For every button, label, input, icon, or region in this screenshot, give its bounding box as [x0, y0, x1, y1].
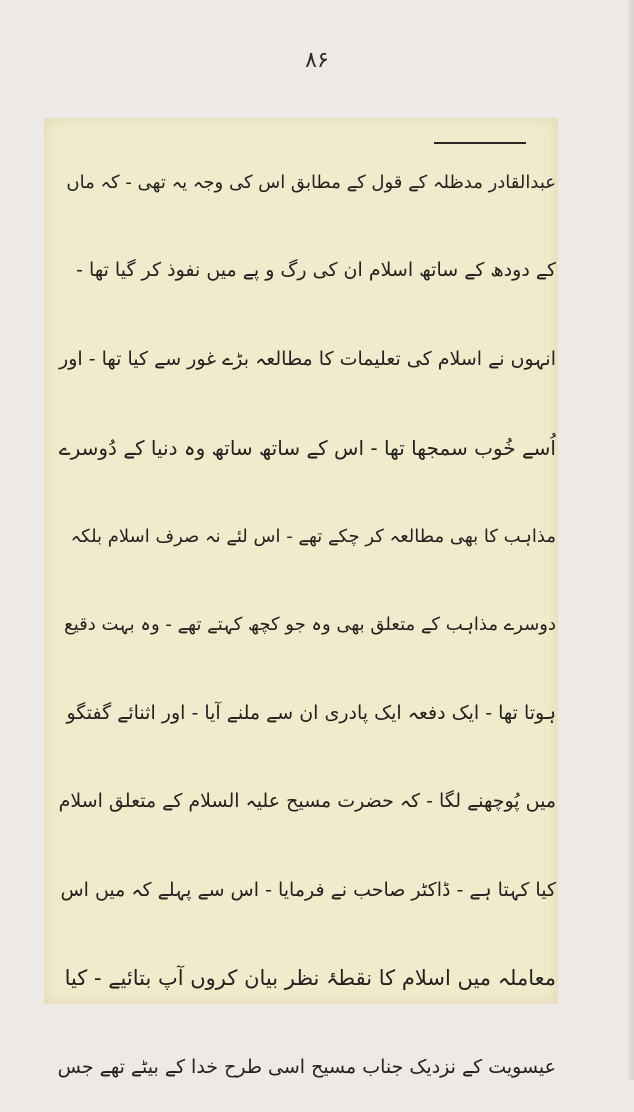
text-line-2: کے دودھ کے ساتھ اسلام ان کی رگ و پے میں نفوذ کر گیا تھا -: [76, 259, 556, 282]
text-body: [56, 138, 556, 1112]
text-line-10: معاملہ میں اسلام کا نقطۂ نظر بیان کروں آپ بتائیے - کیا: [64, 966, 556, 991]
text-line-8: میں پُوچھنے لگا - کہ حضرت مسیح علیہ السلام کے متعلق اسلام: [58, 790, 556, 813]
page-edge: [628, 0, 634, 1080]
page-number: ۸۶: [305, 48, 329, 73]
text-line-6: دوسرے مذاہب کے متعلق بھی وہ جو کچھ کہتے تھے - وہ بہت دقیع: [64, 614, 556, 636]
text-line-9: کیا کہتا ہے - ڈاکٹر صاحب نے فرمایا - اس سے پہلے کہ میں اس: [60, 878, 556, 901]
text-line-5: مذاہب کا بھی مطالعہ کر چکے تھے - اس لئے نہ صرف اسلام بلکہ: [70, 525, 556, 547]
text-line-7: ہوتا تھا - ایک دفعہ ایک پادری ان سے ملنے آیا - اور اثنائے گفتگو: [66, 701, 556, 724]
text-line-4: اُسے خُوب سمجھا تھا - اس کے ساتھ ساتھ وہ دنیا کے دُوسرے: [58, 435, 556, 460]
text-line-11: عیسویت کے نزدیک جناب مسیح اسی طرح خدا کے بیٹے تھے جس: [57, 1055, 556, 1078]
text-line-1: عبدالقادر مدظلہ کے قول کے مطابق اس کی وجہ یہ تھی - کہ ماں: [66, 171, 556, 193]
text-line-3: انہوں نے اسلام کی تعلیمات کا مطالعہ بڑے غور سے کیا تھا - اور: [59, 347, 556, 370]
